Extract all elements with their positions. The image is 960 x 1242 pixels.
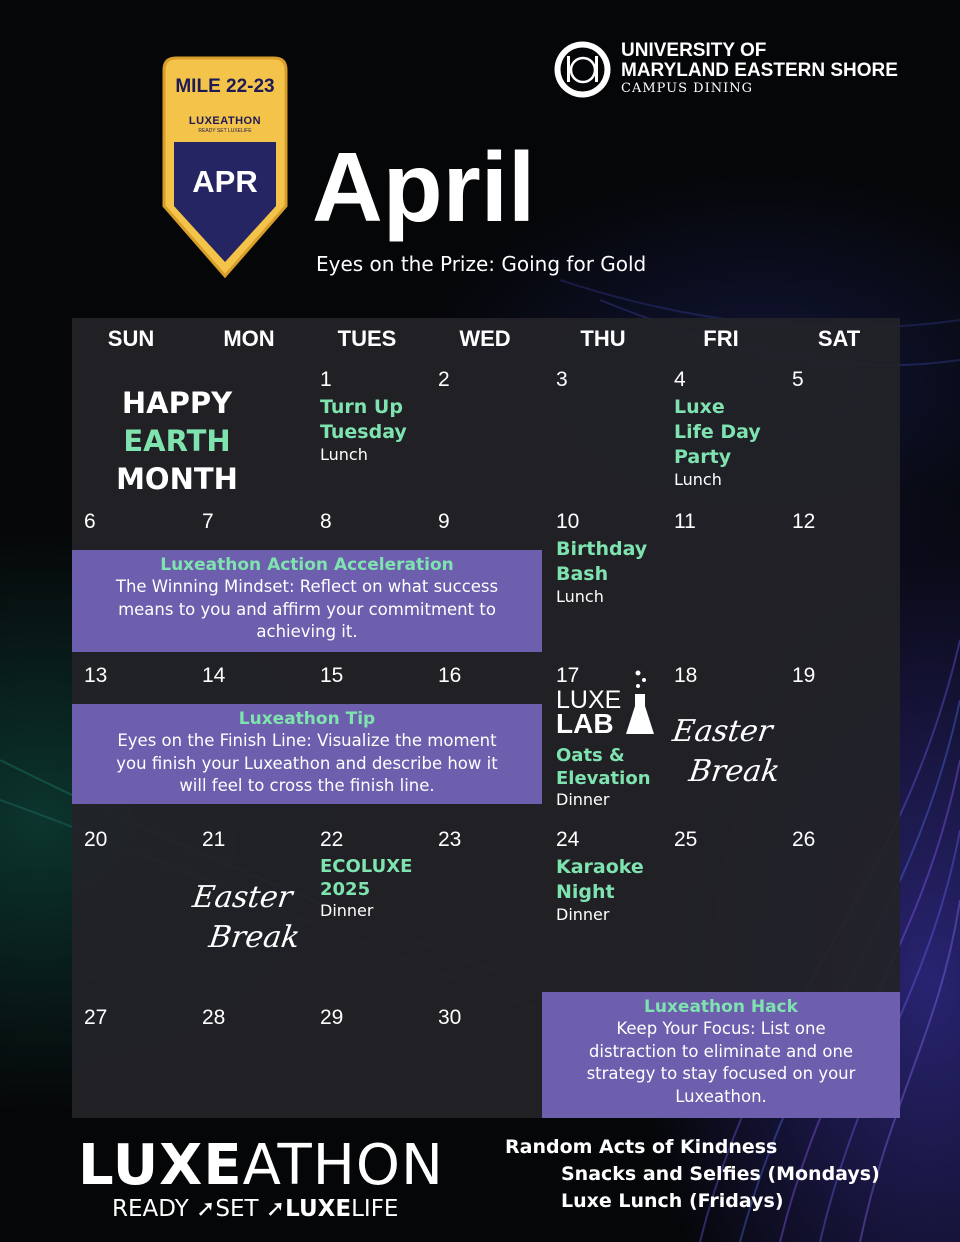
easter-break-line2: Break (206, 920, 302, 955)
event-title: Elevation (556, 768, 651, 789)
action-acceleration-box (72, 550, 542, 652)
event-meal: Dinner (556, 790, 610, 809)
day-number: 4 (674, 368, 686, 391)
hack-box-title: Luxeathon Hack (644, 997, 798, 1017)
tagline-life: LIFE (351, 1196, 399, 1222)
luxe-lab-line1: LUXE (556, 686, 622, 714)
day-number: 9 (438, 510, 450, 533)
easter-break-script (664, 712, 787, 792)
day-cell (674, 368, 786, 490)
day-number: 2 (438, 368, 450, 391)
day-number: 16 (438, 664, 462, 687)
day-cell (792, 510, 904, 537)
luxeathon-logo-bold: LUXE (78, 1133, 243, 1198)
day-cell (674, 664, 786, 691)
day-number: 27 (84, 1006, 108, 1029)
event-title: 2025 (320, 879, 371, 900)
day-number: 17 (556, 664, 580, 687)
day-cell (84, 1006, 196, 1033)
day-number: 21 (202, 828, 226, 851)
page-title: April (312, 132, 536, 242)
day-number: 11 (674, 510, 696, 533)
event-title: Bash (556, 563, 609, 585)
university-name-line2: MARYLAND EASTERN SHORE (621, 60, 898, 81)
day-cell (320, 664, 432, 691)
day-cell (792, 368, 904, 395)
day-cell (320, 368, 432, 465)
university-name-line1: UNIVERSITY OF (621, 40, 767, 61)
day-cell (320, 828, 432, 921)
day-cell (320, 510, 432, 537)
action-box-body: The Winning Mindset: Reflect on what success (115, 577, 499, 596)
day-number: 6 (84, 510, 96, 533)
footer-item: Snacks and Selfies (Mondays) (561, 1163, 880, 1185)
day-number: 12 (792, 510, 816, 533)
day-cell (556, 368, 668, 395)
day-cell (320, 1006, 432, 1033)
arrow-icon: ➚ (196, 1196, 216, 1222)
luxeathon-logo (78, 1134, 444, 1198)
luxeathon-logo-light: ATHON (242, 1133, 444, 1198)
day-cell (438, 828, 550, 855)
footer-item: Random Acts of Kindness (505, 1136, 778, 1158)
day-cell (674, 510, 786, 537)
day-number: 14 (202, 664, 226, 687)
weekday-thu: THU (580, 326, 626, 351)
event-block (556, 744, 668, 810)
day-number: 20 (84, 828, 108, 851)
day-cell (556, 510, 668, 607)
day-cell (438, 1006, 550, 1033)
day-number: 7 (202, 510, 214, 533)
badge-tagline: READY SET LUXELIFE (198, 128, 252, 134)
day-cell (556, 828, 668, 925)
event-title: Turn Up (320, 396, 403, 418)
hack-box-body: Luxeathon. (675, 1086, 767, 1106)
action-box-title: Luxeathon Action Acceleration (160, 555, 454, 575)
event-title: Luxe (674, 396, 725, 418)
day-cell (202, 1006, 314, 1033)
day-number: 29 (320, 1006, 344, 1029)
easter-break-script (184, 878, 307, 958)
luxeathon-tip-box (72, 704, 542, 804)
day-cell (792, 828, 904, 855)
easter-break-line1: Easter (670, 714, 775, 749)
mile-badge (162, 56, 288, 278)
badge-month-label: APR (192, 164, 258, 199)
event-title: Party (674, 446, 732, 468)
earth-line-earth: EARTH (123, 424, 231, 458)
day-number: 22 (320, 828, 344, 851)
page-subtitle: Eyes on the Prize: Going for Gold (316, 252, 647, 276)
day-number: 10 (556, 510, 580, 533)
day-cell (202, 828, 314, 855)
easter-break-line2: Break (686, 754, 782, 789)
earth-line-happy: HAPPY (121, 386, 233, 420)
day-cell (792, 664, 904, 691)
day-number: 24 (556, 828, 580, 851)
day-number: 25 (674, 828, 698, 851)
day-number: 1 (320, 368, 332, 391)
day-number: 15 (320, 664, 344, 687)
luxeathon-tagline (112, 1196, 398, 1222)
day-cell (84, 510, 196, 537)
day-number: 28 (202, 1006, 226, 1029)
tip-box-title: Luxeathon Tip (238, 709, 376, 729)
event-meal: Dinner (556, 905, 610, 924)
event-meal: Lunch (556, 587, 604, 606)
event-title: Tuesday (320, 421, 407, 443)
event-meal: Lunch (674, 470, 722, 489)
badge-mile-label: MILE 22-23 (175, 76, 275, 97)
day-cell (202, 510, 314, 537)
event-meal: Dinner (320, 901, 374, 920)
action-box-body: achieving it. (256, 622, 358, 641)
university-name (621, 41, 898, 81)
day-cell (674, 828, 786, 855)
weekday-fri: FRI (703, 326, 739, 351)
fork-plate-knife-icon (553, 40, 612, 99)
easter-break-line1: Easter (190, 880, 295, 915)
weekday-tues: TUES (337, 326, 397, 351)
day-number: 26 (792, 828, 816, 851)
event-title: Night (556, 881, 615, 903)
weekday-sat: SAT (817, 326, 861, 351)
day-number: 30 (438, 1006, 462, 1029)
hack-box-body: distraction to eliminate and one (588, 1041, 854, 1061)
weekday-sun: SUN (107, 326, 155, 351)
tip-box-body: will feel to cross the finish line. (179, 776, 435, 795)
event-title: Life Day (674, 421, 761, 443)
badge-brand-label: LUXEATHON (188, 115, 262, 127)
day-cell (438, 510, 550, 537)
hack-box-body: strategy to stay focused on your (586, 1064, 856, 1083)
earth-month-banner (92, 384, 262, 498)
event-title: Birthday (556, 538, 648, 560)
tip-box-body: you finish your Luxeathon and describe how it (116, 753, 498, 773)
weekday-mon: MON (223, 326, 275, 351)
day-cell (438, 664, 550, 691)
luxeathon-hack-box (542, 992, 900, 1118)
event-title: Karaoke (556, 856, 644, 878)
footer-activities (505, 1134, 880, 1215)
earth-line-month: MONTH (116, 462, 238, 496)
weekday-wed: WED (459, 326, 511, 351)
campus-dining-label: CAMPUS DINING (621, 81, 753, 96)
tagline-luxe: LUXE (285, 1196, 352, 1222)
day-number: 3 (556, 368, 568, 391)
day-number: 5 (792, 368, 804, 391)
hack-box-body: Keep Your Focus: List one (616, 1019, 826, 1038)
day-cell (202, 664, 314, 691)
day-number: 23 (438, 828, 462, 851)
arrow-icon: ➚ (265, 1196, 286, 1222)
action-box-body: means to you and affirm your commitment to (118, 599, 496, 619)
tagline-ready: READY (112, 1196, 189, 1222)
calendar-grid (72, 318, 900, 1118)
footer-item: Luxe Lunch (Fridays) (561, 1190, 784, 1212)
luxe-lab-line2: LAB (556, 708, 614, 739)
day-number: 18 (674, 664, 698, 687)
tip-box-body: Eyes on the Finish Line: Visualize the moment (117, 731, 497, 750)
event-title: ECOLUXE (320, 856, 413, 877)
event-meal: Lunch (320, 445, 368, 464)
flask-icon (626, 668, 656, 738)
event-title: Oats & (556, 745, 625, 766)
day-cell (84, 828, 196, 855)
day-number: 19 (792, 664, 816, 687)
day-cell (84, 664, 196, 691)
day-number: 13 (84, 664, 108, 687)
day-cell (438, 368, 550, 395)
tagline-set: SET (215, 1196, 259, 1222)
day-number: 8 (320, 510, 332, 533)
